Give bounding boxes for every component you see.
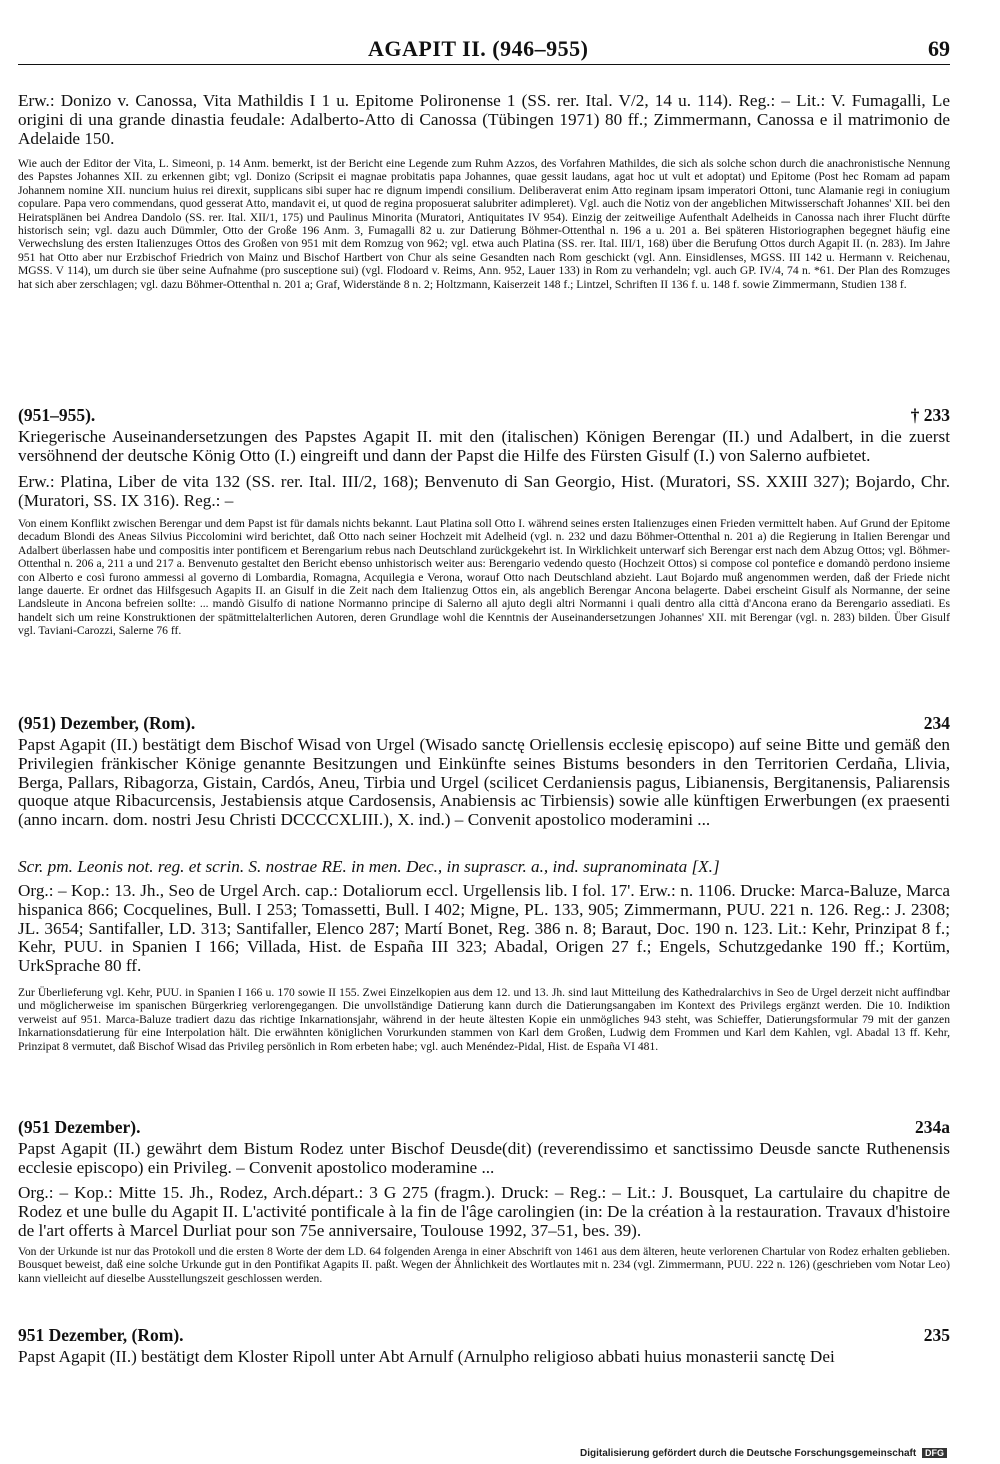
entry-234a-heading bbox=[18, 1117, 950, 1139]
entry-234a-commentary: Von der Urkunde ist nur das Protokoll und die ersten 8 Worte der dem LD. 64 folgenden Arenga in einer Abschrift von 1461 aus dem älteren, heute verlorenen Chartular von Rodez erhalten geblieben. Bousquet beweist, daß eine solche Urkunde gut in den Pontifikat Agapits II. paßt. Wegen der Ähnlichkeit des Wortlautes mit n. 234 (vgl. Zimmermann, PUU. 222 n. 126) (geschrieben vom Notar Leo) kann vielleicht auf dieselbe Ausstellungszeit geschlossen werden. bbox=[18, 1245, 950, 1285]
entry-233-commentary: Von einem Konflikt zwischen Berengar und dem Papst ist für damals nichts bekannt. Laut Platina soll Otto I. während seines ersten Italienzuges einen Frieden vermittelt haben. Auf Grund der Epitome decadum Blondi des Aneas Silvius Piccolomini wird berichtet, daß Otto nach seiner Hochzeit mit Adelheid (vgl. n. 232 und dazu Böhmer-Ottenthal n. 201 a) die Regierung in Italien Berengar und Adalbert überlassen habe und compositis inter pontificem et Berengarium rebus nach Deutschland zurückgekehrt ist. In Wirklichkeit unterwarf sich Berengar erst nach dem Abzug Ottos; vgl. Böhmer-Ottenthal n. 206 a, 211 a und 217 a. Benvenuto gestaltet den Bericht ebenso unhistorisch weiter aus: Berengario vedendo questo (Hochzeit Ottos) si compose col pontefice e domandò perdono insieme con Alberto e così furono ammessi al governo di Lombardia, Romagna, Acquilegia e Verona, worauf Otto nach Deutschland abzieht. Laut Bojardo muß angenommen werden, daß der Friede nicht lange dauerte. Er ordnet das Hilfsgesuch Agapits II. an Gisulf in die Zeit nach dem Italienzug Ottos ein, als angeblich Berengar Ancona belagerte. Dabei erscheint Gisulf als Normanne, der seine Landsleute in Ancona befreien sollte: ... mandò Gisulfo di natione Normanno principe di Salerno all ajuto degli altri Normanni i quali dentro alla città d'Ancona erano da Berengario assediati. Es handelt sich um reine Konstruktionen der spätmittelalterlichen Autoren, deren Grundlage wohl die Kenntnis der Auseinandersetzungen Johannes' XII. mit Berengar (vgl. n. 283) bilden. Über Gisulf vgl. Taviani-Carozzi, Salerne 76 ff. bbox=[18, 517, 950, 638]
entry-235-regest: Papst Agapit (II.) bestätigt dem Kloster Ripoll unter Abt Arnulf (Arnulpho religioso abbati huius monasterii sanctę Dei bbox=[18, 1347, 835, 1366]
entry-234a-date: (951 Dezember). bbox=[18, 1117, 141, 1137]
prev-entry-commentary: Wie auch der Editor der Vita, L. Simeoni, p. 14 Anm. bemerkt, ist der Bericht eine Legende zum Ruhm Azzos, des Vorfahren Mathildes, die sich als solche schon durch die anachronistische Nennung des Papstes Johannes XII. zu erkennen gibt; vgl. Donizo (Scripsit ei magnae probitatis papa Johannes, quae gessit laudans, agat hoc ut vult et adoptat) und Epitome (Post hec Romam ad papam Johannem nomine XII. nuncium huius rei direxit, supplicans sibi super hac re dignum impendi consilium. Deliberaverat enim Atto reginam ipsam imperatori Ottoni, tunc Alamanie regi in coniugium copulare. Papa vero commendans, quod gesserat Atto, mandavit ei, ut quod de regina proposuerat salubriter adimpleret). Vgl. auch die Notiz von der angeblichen Mitwisserschaft Johannes' XII. bei den Heiratsplänen bei Andrea Dandolo (SS. rer. Ital. XII/1, 175) und Paulinus Minorita (Muratori, Antiquitates IV 954). Einzig der zeitweilige Aufenthalt Adelheids in Canossa nach ihrer Flucht dürfte historisch sein; vgl. dazu auch Dümmler, Otto der Große 196 Anm. 3, Fumagalli 82 u. zur Datierung Böhmer-Ottenthal n. 196 a u. 201 a. Bei späteren Historiographen begegnet häufig eine Verwechslung des ersten Italienzuges Ottos des Großen von 951 mit dem Romzug von 962; vgl. etwa auch Platina (SS. rer. Ital. III/1, 168) über die Berufung Ottos durch Agapit II. (n. 283). Im Jahre 951 hat Otto aber nur Erzbischof Friedrich von Mainz und Bischof Hartbert von Chur als seine Gesandten nach Rom geschickt (vgl. Ann. Einsidlenses, MGSS. III 142 u. Hermann v. Reichenau, MGSS. V 114), um durch sie über seine Aufnahme (pro susceptione sui) (vgl. Flodoard v. Reims, Ann. 952, Lauer 133) in Rom zu verhandeln; vgl. auch GP. IV/4, 74 n. *61. Der Plan des Romzuges hat sich aber zerschlagen; vgl. dazu Böhmer-Ottenthal n. 201 a; Graf, Widerstände 8 n. 2; Holtzmann, Kaiserzeit 148 f.; Lintzel, Schriften II 136 f. u. 148 f. sowie Zimmermann, Studien 138 f. bbox=[18, 157, 950, 291]
entry-233-references: Erw.: Platina, Liber de vita 132 (SS. rer. Ital. III/2, 168); Benvenuto di San Georgio, Hist. (Muratori, SS. XXIII 327); Bojardo, Chr. (Muratori, SS. IX 316). Reg.: – bbox=[18, 472, 950, 510]
entry-235-number: 235 bbox=[923, 1325, 950, 1345]
entry-234-heading bbox=[18, 713, 950, 735]
prev-entry-references: Erw.: Donizo v. Canossa, Vita Mathildis I 1 u. Epitome Polironense 1 (SS. rer. Ital. V/2, 14 u. 114). Reg.: – Lit.: V. Fumagalli, Le origini di una grande dinastia feudale: Adalberto-Atto di Canossa (Tübingen 1971) 80 ff.; Zimmermann, Canossa e il matrimonio de Adelaide 150. bbox=[18, 91, 950, 148]
entry-233-regest: Kriegerische Auseinandersetzungen des Papstes Agapit II. mit den (italischen) Königen Berengar (II.) und Adalbert, in die zuerst versöhnend der deutsche König Otto (I.) eingreift und dann der Papst die Hilfe des Fürsten Gisulf (I.) von Salerno aufbietet. bbox=[18, 427, 950, 465]
entry-233-number: † 233 bbox=[910, 405, 950, 425]
credit-text: Digitalisierung gefördert durch die Deutsche Forschungsgemeinschaft bbox=[580, 1448, 917, 1459]
entry-234-commentary: Zur Überlieferung vgl. Kehr, PUU. in Spanien I 166 u. 170 sowie II 155. Zwei Einzelkopien aus dem 12. und 13. Jh. sind laut Mitteilung des Kathedralarchivs in Seo de Urgel derzeit nicht auffindbar und möglicherweise im spanischen Bürgerkrieg verlorengegangen. Die unvollständige Datierung kann durch die Datierungsangaben im Kontext des Privilegs ergänzt werden. Die 10. Indiktion verweist auf 951. Marca-Baluze tradiert dazu das richtige Inkarnationsjahr, während in der heute ältesten Kopie ein unmögliches 943 steht, was Schieffer, Datierungsformular 79 mit der ganzen Inkarnationsdatierung für eine Interpolation hält. Die erwähnten königlichen Vorurkunden stammen von Karl dem Großen, Ludwig dem Frommen und Karl dem Kahlen, vgl. Abadal 13 ff. Kehr, Prinzipat 8 vermutet, daß Bischof Wisad das Privileg persönlich in Rom erbeten habe; vgl. auch Menéndez-Pidal, Hist. de España VI 481. bbox=[18, 986, 950, 1053]
digitization-credit bbox=[580, 1448, 947, 1459]
dfg-logo: DFG bbox=[922, 1448, 947, 1458]
page-number: 69 bbox=[928, 36, 950, 61]
entry-235-heading bbox=[18, 1325, 950, 1347]
running-header bbox=[18, 34, 950, 65]
page-title: AGAPIT II. (946–955) bbox=[368, 36, 589, 61]
entry-233-date: (951–955). bbox=[18, 405, 96, 425]
entry-234a-number: 234a bbox=[915, 1117, 950, 1137]
entry-234-regest: Papst Agapit (II.) bestätigt dem Bischof Wisad von Urgel (Wisado sanctę Oriellensis ecclesię episcopo) auf seine Bitte und gemäß den Privilegien fränkischer Könige genannte Besitzungen und Einkünfte seines Bistums besonders in den Territorien Cerdaña, Llivia, Berga, Pallars, Ribagorza, Gistain, Cardós, Aneu, Tirbia und Urgel (scilicet Cerdaniensis pagus, Libianensis, Bergitanensis, Paliarensis quoque atque Ribacurcensis, Jestabiensis atque Cardosensis, Anabiensis ac Tirbiensis) sowie alle künftigen Erwerbungen (ex praesenti (anno incarn. dom. nostri Jesu Christi DCCCCXLIII.), X. ind.) – Convenit apostolico moderamini ... bbox=[18, 735, 950, 830]
entry-234a-regest: Papst Agapit (II.) gewährt dem Bistum Rodez unter Bischof Deusde(dit) (reverendissimo et sanctissimo Deusde sancte Ruthenensis ecclesie episcopo) ein Privileg. – Convenit apostolico moderamine ... bbox=[18, 1139, 950, 1177]
entry-235-date: 951 Dezember, (Rom). bbox=[18, 1325, 184, 1345]
entry-233-heading bbox=[18, 405, 950, 427]
entry-234a-references: Org.: – Kop.: Mitte 15. Jh., Rodez, Arch.départ.: 3 G 275 (fragm.). Druck: – Reg.: – Lit.: J. Bousquet, La cartulaire du chapitre de Rodez et une bulle du Agapit II. L'activité pontificale à la fin de l'âge carolingien (in: De la création à la restauration. Travaux d'histoire de l'art offerts à Marcel Durliat pour son 75e anniversaire, Toulouse 1992, 37–51, bes. 39). bbox=[18, 1183, 950, 1240]
entry-234-number: 234 bbox=[923, 713, 950, 733]
entry-234-references: Org.: – Kop.: 13. Jh., Seo de Urgel Arch. cap.: Dotaliorum eccl. Urgellensis lib. I fol. 17'. Erw.: n. 1106. Drucke: Marca-Baluze, Marca hispanica 866; Cocquelines, Bull. I 253; Tomassetti, Bull. I 402; Migne, PL. 133, 905; Zimmermann, PUU. 221 n. 126. Reg.: J. 2308; JL. 3654; Santifaller, LD. 313; Santifaller, Elenco 287; Martí Bonet, Reg. 386 n. 8; Baraut, Doc. 190 n. 123. Lit.: Kehr, Prinzipat 8 f.; Kehr, PUU. in Spanien I 166; Villada, Hist. de España III 323; Abadal, Origen 27 f.; Engels, Schutzgedanke 190 ff.; Kortüm, UrkSprache 80 ff. bbox=[18, 881, 950, 976]
entry-234-date: (951) Dezember, (Rom). bbox=[18, 713, 196, 733]
entry-234-scriptum: Scr. pm. Leonis not. reg. et scrin. S. nostrae RE. in men. Dec., in suprascr. a., ind. supranominata [X.] bbox=[18, 857, 720, 876]
